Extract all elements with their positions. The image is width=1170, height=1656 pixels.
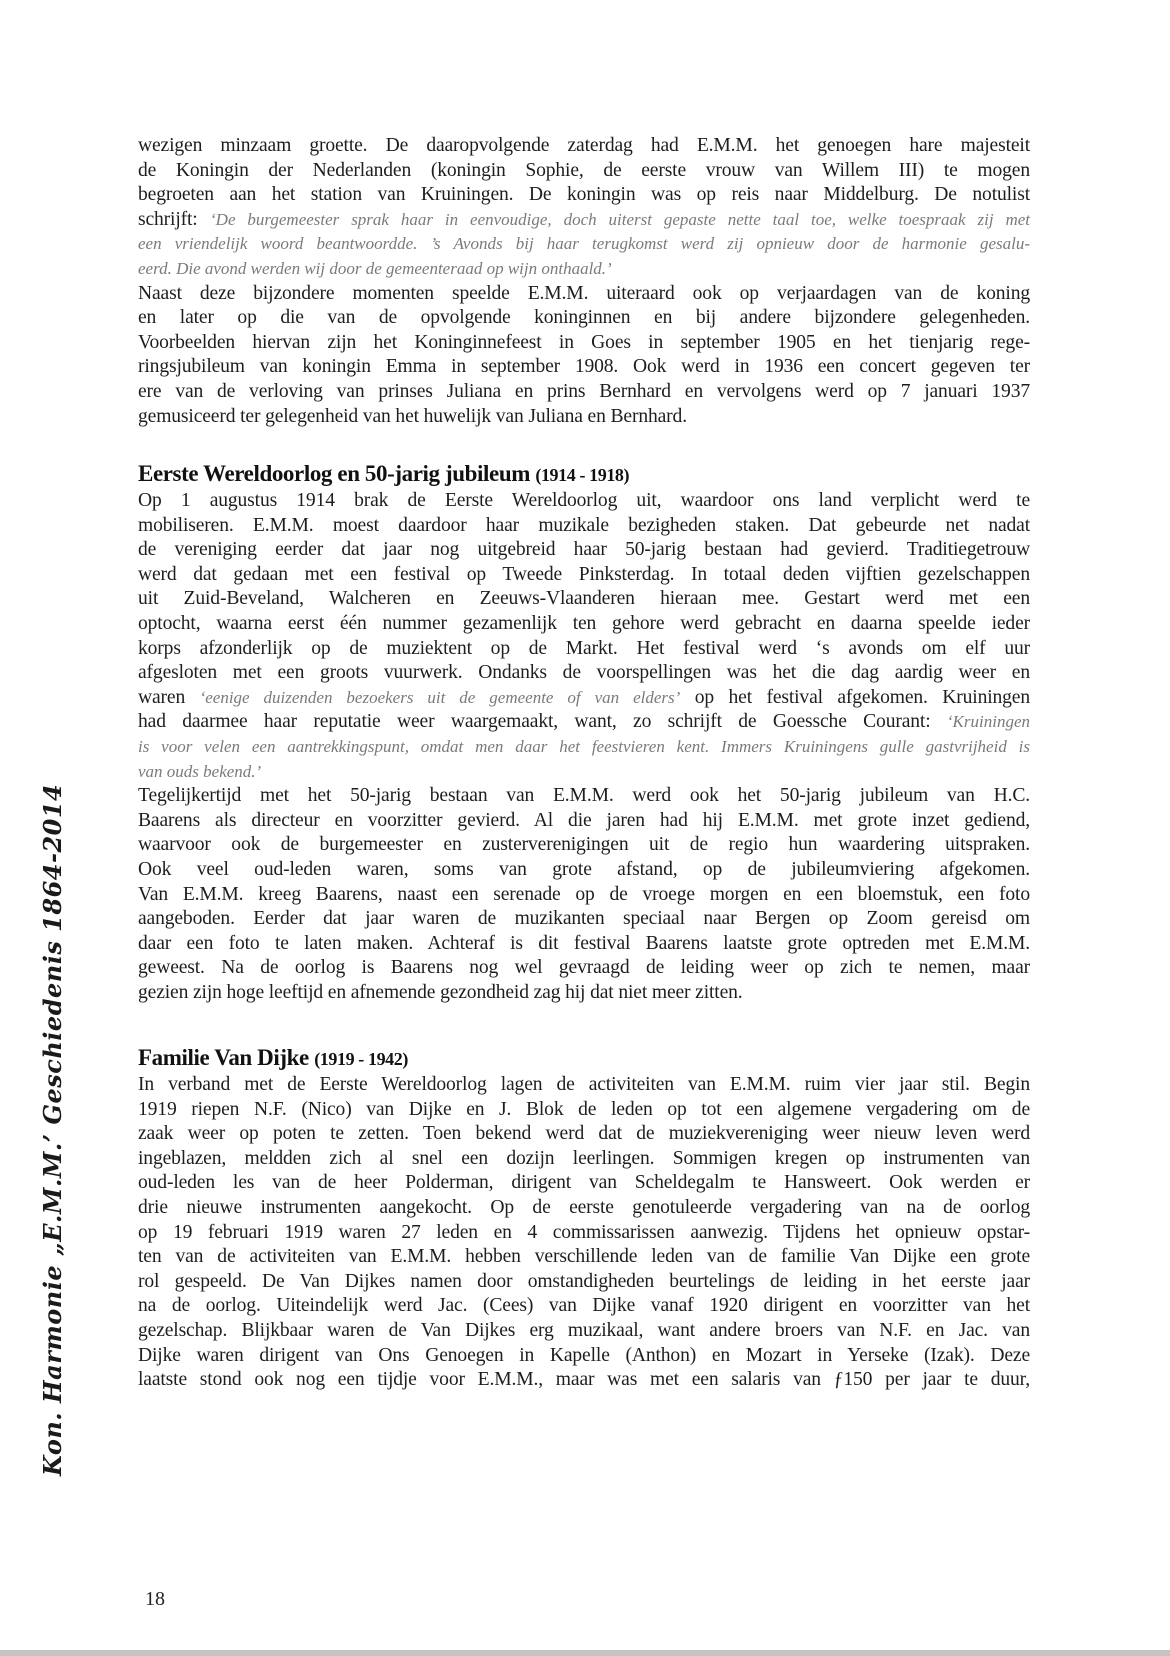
text-line [138,232,1030,257]
text-line [138,134,1030,159]
text-line [138,784,1030,809]
body-text: uit Zuid-Beveland, Walcheren en Zeeuws-Vlaanderen hieraan mee. Gestart werd met een [138,588,1030,610]
body-text: had daarmee haar reputatie weer waargemaakt, want, zo schrijft de Goessche Courant: [138,711,947,733]
heading-title: Eerste Wereldoorlog en 50-jarig jubileum [138,461,530,486]
body-text: Tegelijkertijd met het 50-jarig bestaan van E.M.M. werd ook het 50-jarig jubileum van H.C. [138,785,1030,807]
body-text: optocht, waarna eerst één nummer gezamenlijk ten gehore werd gebracht en daarna speelde ieder [138,612,1030,634]
text-line [138,858,1030,883]
text-line [138,1294,1030,1319]
quotation: ‘eenige duizenden bezoekers uit de gemeente of van elders’ [199,687,681,707]
text-line [138,1098,1030,1123]
body-text: Naast deze bijzondere momenten speelde E.M.M. uiteraard ook op verjaardagen van de koning [138,282,1030,304]
body-text: Op 1 augustus 1914 brak de Eerste Wereldoorlog uit, waardoor ons land verplicht werd te [138,490,1030,511]
text-line [138,1147,1030,1172]
body-text: drie nieuwe instrumenten aangekocht. Op de eerste genotuleerde vergadering van na de oorlog [138,1196,1030,1218]
body-text: werd dat gedaan met een festival op Tweede Pinksterdag. In totaal deden vijftien gezelschappen [138,563,1030,585]
text-line [138,282,1030,307]
quotation: een vriendelijk woord beantwoordde. ’s Avonds bij haar terugkomst werd zij opnieuw door de harmonie gesalu- [138,234,1030,254]
text-line [138,760,1030,785]
text-line [138,809,1030,834]
text-line [138,1344,1030,1369]
text-line [138,710,1030,735]
quotation: eerd. Die avond werden wij door de gemeenteraad op wijn onthaald.’ [138,258,612,278]
text-line [138,1319,1030,1344]
body-text: en later op die van de opvolgende koninginnen en bij andere bijzondere gelegenheden. [138,307,1030,329]
text-line [138,538,1030,563]
body-text: geweest. Na de oorlog is Baarens nog wel gevraagd de leiding weer op zich te nemen, maar [138,957,1030,979]
intro-paragraphs [138,134,1030,429]
body-text: rol gespeeld. De Van Dijkes namen door omstandigheden beurtelings de leiding in het eerste jaar [138,1270,1030,1292]
section-familie-van-dijke [138,1043,1030,1393]
vertical-book-title: Kon. Harmonie „E.M.M.’ Geschiedenis 1864-2014 [38,783,67,1476]
body-text: de vereniging eerder dat jaar nog uitgebreid haar 50-jarig bestaan had gevierd. Traditiegetrouw [138,539,1030,561]
text-line [138,1368,1030,1393]
body-text: afgesloten met een groots vuurwerk. Ondanks de voorspellingen was het die dag aardig weer en [138,662,1030,684]
text-line [138,686,1030,711]
text-line [138,637,1030,662]
body-text: schrijft: [138,208,210,230]
body-text: aangeboden. Eerder dat jaar waren de muzikanten speciaal naar Bergen op Zoom gereisd om [138,908,1030,930]
body-text: zaak weer op poten te zetten. Toen bekend werd dat de muziekvereniging weer nieuw leven werd [138,1123,1030,1145]
body-text: In verband met de Eerste Wereldoorlog lagen de activiteiten van E.M.M. ruim vier jaar stil. Begin [138,1074,1030,1095]
text-line [138,306,1030,331]
text-line [138,405,1030,430]
text-line [138,1221,1030,1246]
body-text: ringsjubileum van koningin Emma in september 1908. Ook werd in 1936 een concert gegeven ter [138,356,1030,378]
text-line [138,514,1030,539]
body-text: laatste stond ook nog een tijdje voor E.M.M., maar was met een salaris van ƒ150 per jaar te duur, [138,1369,1030,1391]
text-line [138,1270,1030,1295]
text-line [138,661,1030,686]
body-text: Van E.M.M. kreeg Baarens, naast een serenade op de vroege morgen en een bloemstuk, een foto [138,883,1030,905]
text-line [138,587,1030,612]
text-line [138,1122,1030,1147]
text-line [138,735,1030,760]
text-line [138,956,1030,981]
body-text: gezien zijn hoge leeftijd en afnemende gezondheid zag hij dat niet meer zitten. [138,981,743,1003]
heading-years: (1919 - 1942) [314,1049,408,1069]
quotation: van ouds bekend.’ [138,761,262,781]
text-line [138,331,1030,356]
body-text: mobiliseren. E.M.M. moest daardoor haar muzikale bezigheden staken. Dat gebeurde net nadat [138,514,1030,536]
text-line [138,355,1030,380]
text-line [138,159,1030,184]
text-line [138,1073,1030,1098]
body-text: ingeblazen, meldden zich al snel een dozijn leerlingen. Sommigen kregen op instrumenten van [138,1147,1030,1169]
body-text: ere van de verloving van prinses Juliana en prins Bernhard en vervolgens werd op 7 januari 1937 [138,380,1030,402]
body-text: op het festival afgekomen. Kruiningen [680,686,1030,708]
text-line [138,907,1030,932]
text-line [138,833,1030,858]
section-heading [138,1043,1030,1073]
body-text: waren [138,686,200,708]
text-line [138,612,1030,637]
body-text: gezelschap. Blijkbaar waren de Van Dijkes erg muzikaal, want andere broers van N.F. en Jac. van [138,1319,1030,1341]
body-text: oud-leden les van de heer Polderman, dirigent van Scheldegalm te Hansweert. Ook werden er [138,1172,1030,1194]
text-line [138,563,1030,588]
text-line [138,257,1030,282]
text-line [138,883,1030,908]
heading-title: Familie Van Dijke [138,1045,309,1070]
text-line [138,489,1030,514]
body-text: wezigen minzaam groette. De daaropvolgende zaterdag had E.M.M. het genoegen hare majesteit [138,135,1030,156]
body-text: begroeten aan het station van Kruiningen. De koningin was op reis naar Middelburg. De notulist [138,184,1030,206]
text-line [138,380,1030,405]
text-line [138,1245,1030,1270]
text-line [138,1196,1030,1221]
body-text: Ook veel oud-leden waren, soms van grote afstand, op de jubileumviering afgekomen. [138,858,1030,880]
body-text: gemusiceerd ter gelegenheid van het huwelijk van Juliana en Bernhard. [138,405,687,427]
text-line [138,183,1030,208]
heading-years: (1914 - 1918) [535,465,630,485]
body-text: Dijke waren dirigent van Ons Genoegen in Kapelle (Anthon) en Mozart in Yerseke (Izak). Deze [138,1344,1030,1366]
body-text: daar een foto te laten maken. Achteraf is dit festival Baarens laatste grote optreden met E.M.M. [138,932,1030,954]
quotation: ‘Kruiningen [946,712,1030,732]
page-number: 18 [145,1588,165,1610]
text-line [138,932,1030,957]
body-text: korps afzonderlijk op de muziektent op de Markt. Het festival werd ‘s avonds om elf uur [138,637,1030,659]
body-text: op 19 februari 1919 waren 27 leden en 4 commissarissen aanwezig. Tijdens het opnieuw opstar- [138,1221,1030,1243]
body-text: Voorbeelden hiervan zijn het Koninginnefeest in Goes in september 1905 en het tienjarig rege- [138,331,1030,353]
quotation: is voor velen een aantrekkingspunt, omdat men daar het feestvieren kent. Immers Kruiningens gulle gastvrijheid is [138,736,1030,756]
text-line [138,1171,1030,1196]
bottom-edge [0,1650,1170,1656]
body-text: Baarens als directeur en voorzitter gevierd. Al die jaren had hij E.M.M. met grote inzet gediend, [138,809,1030,831]
section-heading [138,459,1030,489]
body-text: de Koningin der Nederlanden (koningin Sophie, de eerste vrouw van Willem III) te mogen [138,159,1030,181]
body-text: 1919 riepen N.F. (Nico) van Dijke en J. Blok de leden op tot een algemene vergadering om de [138,1098,1030,1120]
section-eerste-wereldoorlog [138,459,1030,1005]
text-line [138,208,1030,233]
quotation: ‘De burgemeester sprak haar in eenvoudige, doch uiterst gepaste nette taal toe, welke toespraak zij met [210,209,1030,229]
body-text: waarvoor ook de burgemeester en zusterverenigingen uit de regio hun waardering uitspraken. [138,834,1030,856]
body-text: ten van de activiteiten van E.M.M. hebben verschillende leden van de familie Van Dijke een grote [138,1246,1030,1268]
body-text: na de oorlog. Uiteindelijk werd Jac. (Cees) van Dijke vanaf 1920 dirigent en voorzitter van het [138,1295,1030,1317]
text-line [138,981,1030,1006]
